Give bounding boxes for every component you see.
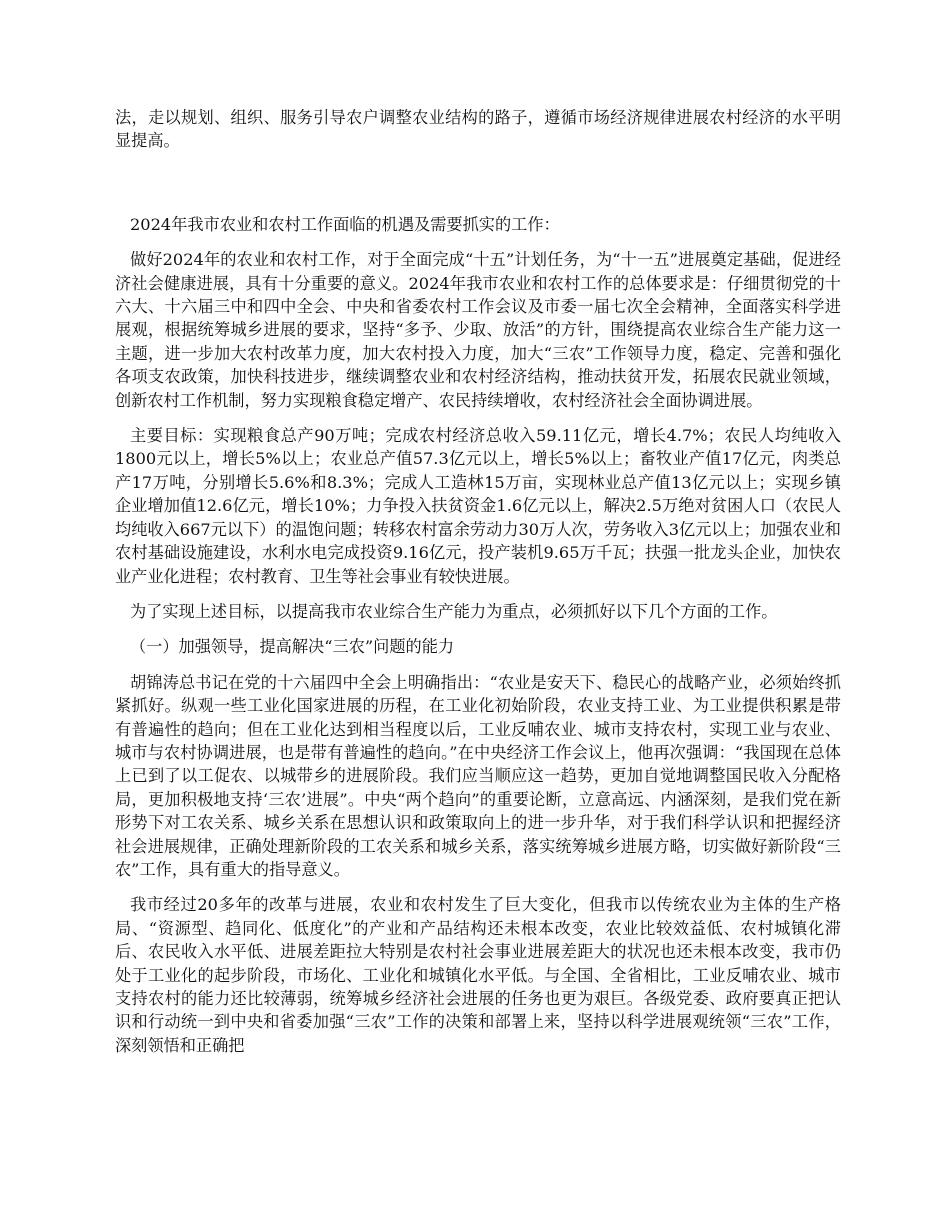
paragraph-hu-jintao-speech: 胡锦涛总书记在党的十六届四中全会上明确指出：“农业是安天下、稳民心的战略产业，必须始终抓紧抓好。纵观一些工业化国家进展的历程，在工业化初始阶段，农业支持工业、为工业提供积累是带有普遍性的趋向；但在工业化达到相当程度以后，工业反哺农业、城市支持农村，实现工业与农业、城市与农村协调进展，也是带有普遍性的趋向。”在中央经济工作会议上，他再次强调：“我国现在总体上已到了以工促农、以城带乡的进展阶段。我们应当顺应这一趋势，更加自觉地调整国民收入分配格局，更加积极地支持‘三农’进展”。中央“两个趋向”的重要论断，立意高远、内涵深刻，是我们党在新形势下对工农关系、城乡关系在思想认识和政策取向上的进一步升华，对于我们科学认识和把握经济社会进展规律，正确处理新阶段的工农关系和城乡关系，落实统筹城乡进展方略，切实做好新阶段“三农”工作，具有重大的指导意义。 [115,672,841,879]
paragraph-focus-work: 为了实现上述目标，以提高我市农业综合生产能力为重点，必须抓好以下几个方面的工作。 [130,601,778,621]
paragraph-city-situation: 我市经过20多年的改革与进展，农业和农村发生了巨大变化，但我市以传统农业为主体的生产格局、“资源型、趋同化、低度化”的产业和产品结构还未根本改变，农业比较效益低、农村城镇化滞后、农民收入水平低、进展差距拉大特别是农村社会事业进展差距大的状况也还未根本改变，我市仍处于工业化的起步阶段，市场化、工业化和城镇化水平低。与全国、全省相比，工业反哺农业、城市支持农村的能力还比较薄弱，统筹城乡经济社会进展的任务也更为艰巨。各级党委、政府要真正把认识和行动统一到中央和省委加强“三农”工作的决策和部署上来，坚持以科学进展观统领“三农”工作，深刻领悟和正确把 [115,895,841,1055]
paragraph-main-targets: 主要目标：实现粮食总产90万吨；完成农村经济总收入59.11亿元，增长4.7%；农民人均纯收入1800元以上，增长5%以上；农业总产值57.3亿元以上，增长5%以上；畜牧业产值17亿元，肉类总产17万吨，分别增长5.6%和8.3%；完成人工造林15万亩，实现林业总产值13亿元以上；实现乡镇企业增加值12.6亿元，增长10%；力争投入扶贫资金1.6亿元以上，解决2.5万绝对贫困人口（农民人均纯收入667元以下）的温饱问题；转移农村富余劳动力30万人次，劳务收入3亿元以上；加强农业和农村基础设施建设，水利水电完成投资9.16亿元，投产装机9.65万千瓦；扶强一批龙头企业，加快农业产业化进程；农村教育、卫生等社会事业有较快进展。 [115,426,841,586]
subheading-strengthen-leadership: （一）加强领导，提高解决“三农”问题的能力 [130,637,455,657]
paragraph-overall-requirements: 做好2024年的农业和农村工作，对于全面完成“十五”计划任务，为“十一五”进展奠定基础，促进经济社会健康进展，具有十分重要的意义。2024年我市农业和农村工作的总体要求是：仔细贯彻党的十六大、十六届三中和四中全会、中央和省委农村工作会议及市委一届七次全会精神，全面落实科学进展观，根据统筹城乡进展的要求，坚持“多予、少取、放活”的方针，围绕提高农业综合生产能力这一主题，进一步加大农村改革力度，加大农村投入力度，加大“三农”工作领导力度，稳定、完善和强化各项支农政策，加快科技进步，继续调整农业和农村经济结构，推动扶贫开发，拓展农民就业领域，创新农村工作机制，努力实现粮食稳定增产、农民持续增收，农村经济社会全面协调进展。 [115,250,841,410]
document-page [115,106,841,1069]
section-heading: 2024年我市农业和农村工作面临的机遇及需要抓实的工作： [130,214,560,234]
section-spacer [115,165,841,213]
intro-fragment: 法，走以规划、组织、服务引导农户调整农业结构的路子，遵循市场经济规律进展农村经济的水平明显提高。 [115,108,841,151]
